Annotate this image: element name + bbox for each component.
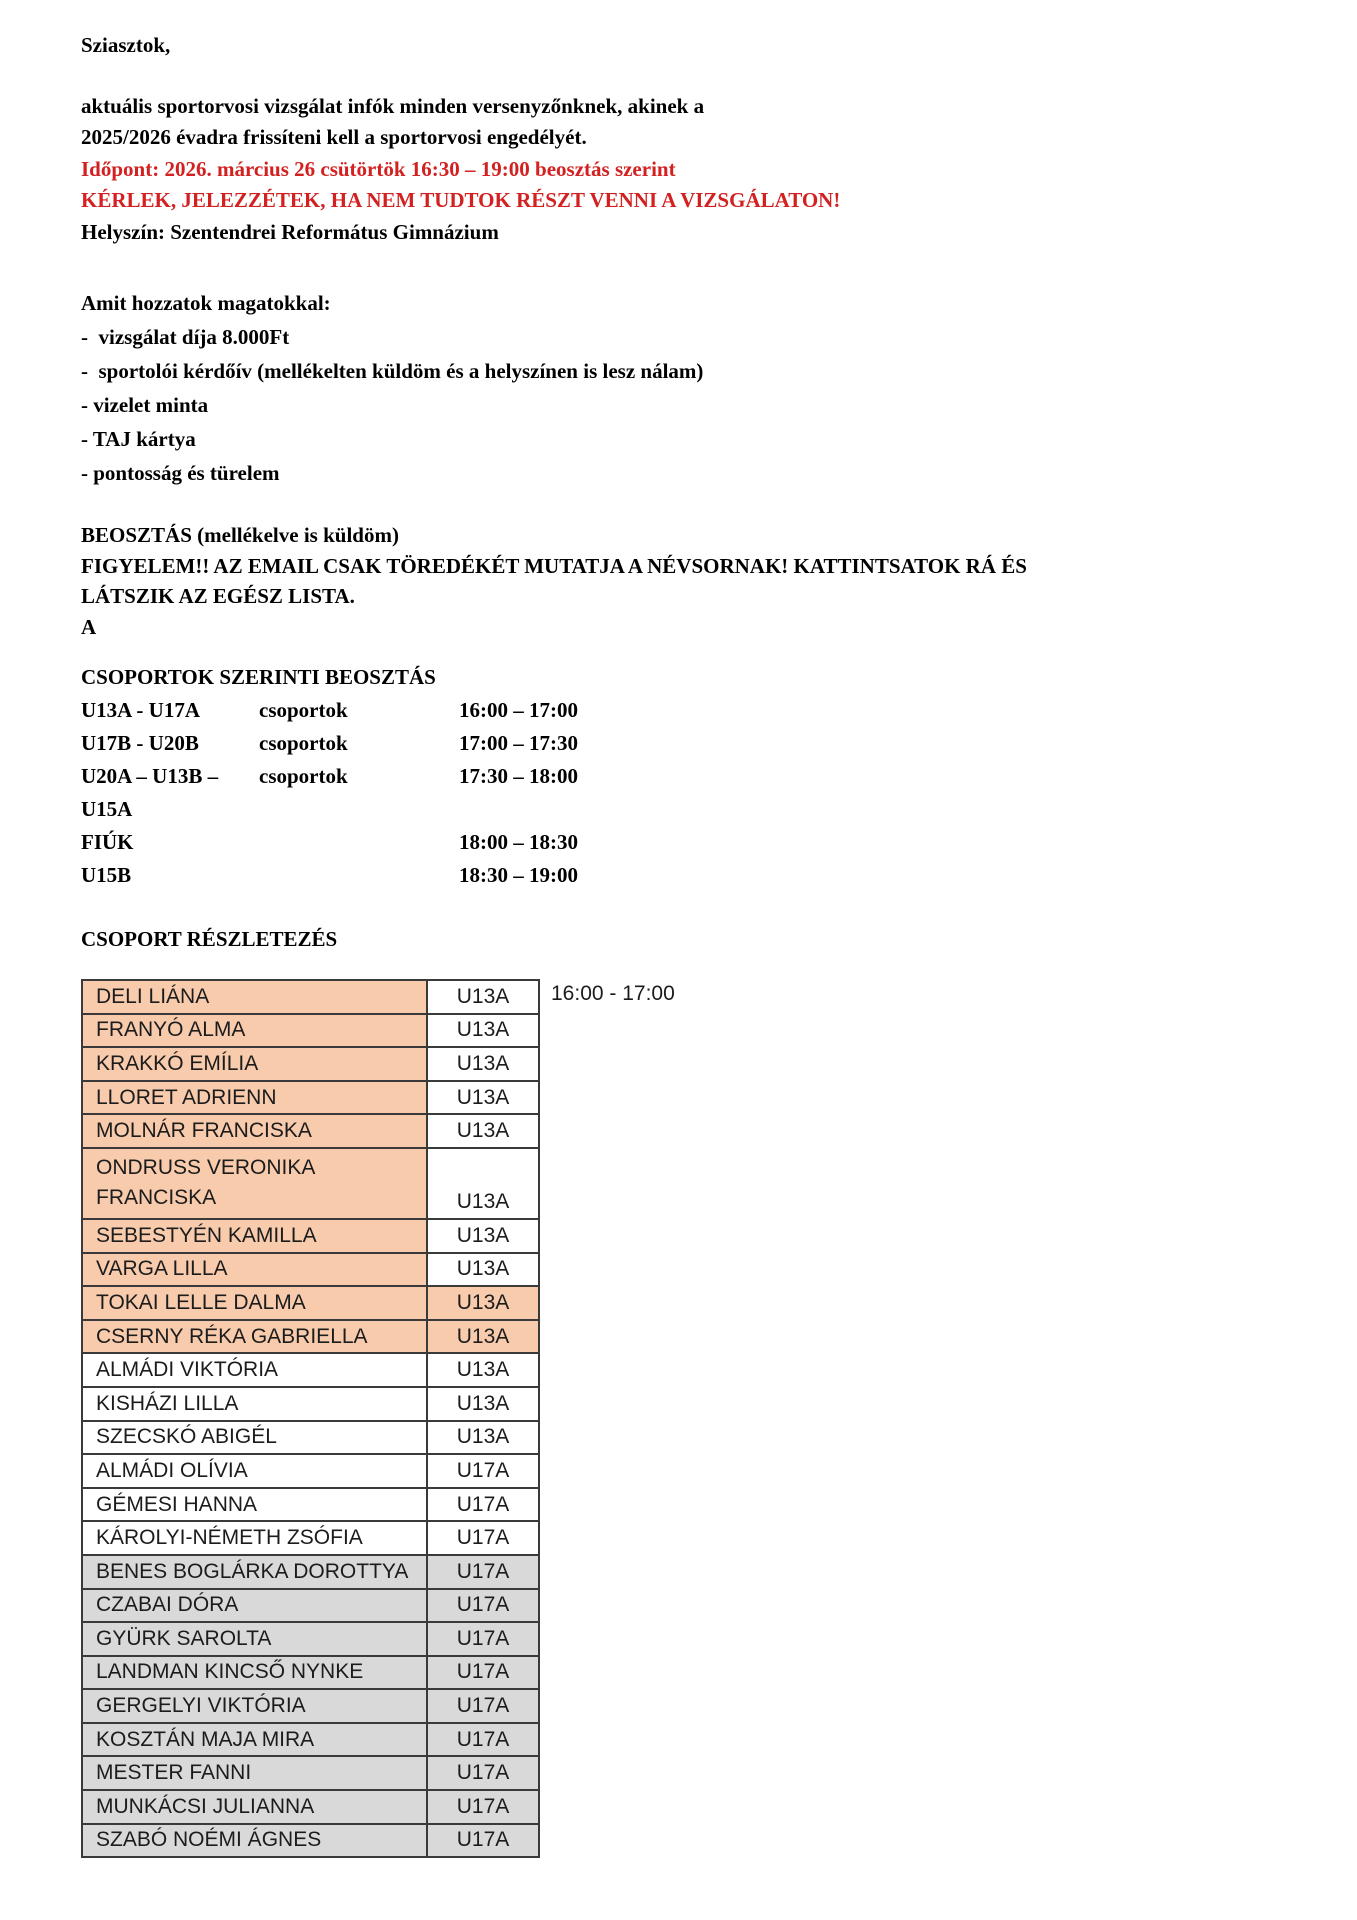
schedule-label: csoportok: [259, 731, 348, 755]
schedule-time: 16:00 – 17:00: [459, 698, 578, 722]
table-row: [82, 1521, 539, 1555]
schedule-groups: U13A - U17A: [81, 698, 200, 722]
roster-time-label: 16:00 - 17:00: [551, 982, 675, 1005]
athlete-name-cell: GERGELYI VIKTÓRIA: [82, 1689, 427, 1723]
schedule-groups: U20A – U13B – U15A: [81, 764, 219, 821]
table-row: [82, 1014, 539, 1048]
notice-line: BEOSZTÁS (mellékelve is küldöm): [81, 523, 399, 547]
athlete-name-cell: ALMÁDI VIKTÓRIA: [82, 1353, 427, 1387]
roster: [81, 979, 1317, 1858]
table-row: [82, 1824, 539, 1858]
athlete-group-cell: U13A: [427, 1320, 539, 1354]
roster-body: [82, 980, 539, 1857]
bring-list: [81, 286, 1317, 490]
table-row: [82, 1656, 539, 1690]
athlete-name-cell: CZABAI DÓRA: [82, 1589, 427, 1623]
athlete-group-cell: U13A: [427, 1047, 539, 1081]
athlete-group-cell: U13A: [427, 1219, 539, 1253]
athlete-name-cell: TOKAI LELLE DALMA: [82, 1286, 427, 1320]
schedule-time: 17:00 – 17:30: [459, 731, 578, 755]
table-row: [82, 1622, 539, 1656]
table-row: [82, 1689, 539, 1723]
athlete-name-cell: KOSZTÁN MAJA MIRA: [82, 1723, 427, 1757]
athlete-group-cell: U17A: [427, 1824, 539, 1858]
table-row: [82, 1555, 539, 1589]
athlete-group-cell: U13A: [427, 1114, 539, 1148]
table-row: [82, 1219, 539, 1253]
athlete-group-cell: U13A: [427, 1253, 539, 1287]
athlete-name-cell: LANDMAN KINCSŐ NYNKE: [82, 1656, 427, 1690]
athlete-name-cell: KISHÁZI LILLA: [82, 1387, 427, 1421]
athlete-name-cell: SEBESTYÉN KAMILLA: [82, 1219, 427, 1253]
athlete-group-cell: U13A: [427, 980, 539, 1014]
athlete-name: ONDRUSS VERONIKA FRANCISKA: [96, 1156, 315, 1210]
table-row: [82, 1047, 539, 1081]
table-row: [82, 1253, 539, 1287]
table-row: [82, 980, 539, 1014]
roster-heading: CSOPORT RÉSZLETEZÉS: [81, 927, 338, 951]
athlete-group-cell: U17A: [427, 1756, 539, 1790]
athlete-name-cell: MOLNÁR FRANCISKA: [82, 1114, 427, 1148]
athlete-name-cell: MESTER FANNI: [82, 1756, 427, 1790]
schedule-label: csoportok: [259, 764, 348, 788]
table-row: [82, 1081, 539, 1115]
schedule-row: [81, 859, 1317, 892]
schedule-label: csoportok: [259, 698, 348, 722]
bring-item: - sportolói kérdőív (mellékelten küldöm és a helyszínen is lesz nálam): [81, 359, 704, 383]
bring-item: - vizelet minta: [81, 393, 209, 417]
schedule-groups: FIÚK: [81, 830, 134, 854]
athlete-group-cell: U17A: [427, 1521, 539, 1555]
table-row: [82, 1756, 539, 1790]
athlete-group-cell: U17A: [427, 1589, 539, 1623]
table-row: [82, 1723, 539, 1757]
athlete-name-cell: KRAKKÓ EMÍLIA: [82, 1047, 427, 1081]
intro-line: aktuális sportorvosi vizsgálat infók minden versenyzőnknek, akinek a: [81, 93, 705, 118]
athlete-group-cell: U13A: [427, 1286, 539, 1320]
notice-block: [81, 520, 1317, 642]
athlete-name-cell: MUNKÁCSI JULIANNA: [82, 1790, 427, 1824]
athlete-name-cell: LLORET ADRIENN: [82, 1081, 427, 1115]
athlete-group-cell: U17A: [427, 1488, 539, 1522]
table-row: [82, 1387, 539, 1421]
athlete-group-cell: U17A: [427, 1689, 539, 1723]
alert-notice: KÉRLEK, JELEZZÉTEK, HA NEM TUDTOK RÉSZT VENNI A VIZSGÁLATON!: [81, 188, 841, 212]
schedule-row: [81, 760, 1317, 826]
table-row: [82, 1488, 539, 1522]
table-row: [82, 1589, 539, 1623]
table-row: [82, 1421, 539, 1455]
athlete-group-cell: U13A: [427, 1387, 539, 1421]
athlete-group-cell: U13A: [427, 1014, 539, 1048]
table-row: [82, 1454, 539, 1488]
roster-table: [81, 979, 540, 1858]
athlete-name-cell: GYÜRK SAROLTA: [82, 1622, 427, 1656]
notice-line: FIGYELEM!! AZ EMAIL CSAK TÖREDÉKÉT MUTATJA A NÉVSORNAK! KATTINTSATOK RÁ ÉS: [81, 553, 1027, 578]
notice-line: A: [81, 614, 97, 639]
athlete-name-cell: SZABÓ NOÉMI ÁGNES: [82, 1824, 427, 1858]
athlete-name-cell: [82, 1148, 427, 1219]
schedule-time: 18:30 – 19:00: [459, 863, 578, 887]
table-row: [82, 1790, 539, 1824]
table-row: [82, 1114, 539, 1148]
intro-line: 2025/2026 évadra frissíteni kell a sportorvosi engedélyét.: [81, 125, 587, 149]
time-notice: Időpont: 2026. március 26 csütörtök 16:30 – 19:00 beosztás szerint: [81, 156, 676, 181]
schedule-row: [81, 727, 1317, 760]
athlete-name-cell: GÉMESI HANNA: [82, 1488, 427, 1522]
athlete-group-cell: U17A: [427, 1622, 539, 1656]
athlete-name-cell: FRANYÓ ALMA: [82, 1014, 427, 1048]
athlete-name-cell: SZECSKÓ ABIGÉL: [82, 1421, 427, 1455]
table-row: [82, 1286, 539, 1320]
athlete-group-cell: U13A: [427, 1081, 539, 1115]
notice-line: LÁTSZIK AZ EGÉSZ LISTA.: [81, 584, 355, 608]
athlete-group-cell: U17A: [427, 1454, 539, 1488]
bring-item: - pontosság és türelem: [81, 461, 280, 485]
athlete-name-cell: CSERNY RÉKA GABRIELLA: [82, 1320, 427, 1354]
athlete-group-cell: U17A: [427, 1790, 539, 1824]
schedule-row: [81, 694, 1317, 727]
group-schedule: [81, 661, 1317, 892]
schedule-label: [259, 826, 459, 859]
athlete-group-cell: U17A: [427, 1656, 539, 1690]
athlete-group-cell: U17A: [427, 1723, 539, 1757]
schedule-heading: CSOPORTOK SZERINTI BEOSZTÁS: [81, 665, 436, 689]
athlete-name-cell: ALMÁDI OLÍVIA: [82, 1454, 427, 1488]
intro-block: [81, 91, 1317, 249]
schedule-time: 17:30 – 18:00: [459, 764, 578, 788]
athlete-name-cell: BENES BOGLÁRKA DOROTTYA: [82, 1555, 427, 1589]
athlete-group-cell: U17A: [427, 1555, 539, 1589]
athlete-group-cell: U13A: [427, 1421, 539, 1455]
athlete-group-cell: U13A: [427, 1148, 539, 1219]
schedule-groups: U17B - U20B: [81, 731, 199, 755]
athlete-name-cell: VARGA LILLA: [82, 1253, 427, 1287]
greeting: Sziasztok,: [81, 33, 171, 57]
schedule-time: 18:00 – 18:30: [459, 830, 578, 854]
table-row: [82, 1148, 539, 1219]
location-line: Helyszín: Szentendrei Református Gimnázium: [81, 219, 499, 244]
athlete-name-cell: KÁROLYI-NÉMETH ZSÓFIA: [82, 1521, 427, 1555]
table-row: [82, 1353, 539, 1387]
athlete-name-cell: DELI LIÁNA: [82, 980, 427, 1014]
schedule-groups: U15B: [81, 863, 132, 887]
bring-item: - TAJ kártya: [81, 427, 196, 451]
bring-heading: Amit hozzatok magatokkal:: [81, 291, 331, 315]
table-row: [82, 1320, 539, 1354]
athlete-group-cell: U13A: [427, 1353, 539, 1387]
schedule-row: [81, 826, 1317, 859]
bring-item: - vizsgálat díja 8.000Ft: [81, 325, 290, 349]
schedule-label: [259, 859, 459, 892]
